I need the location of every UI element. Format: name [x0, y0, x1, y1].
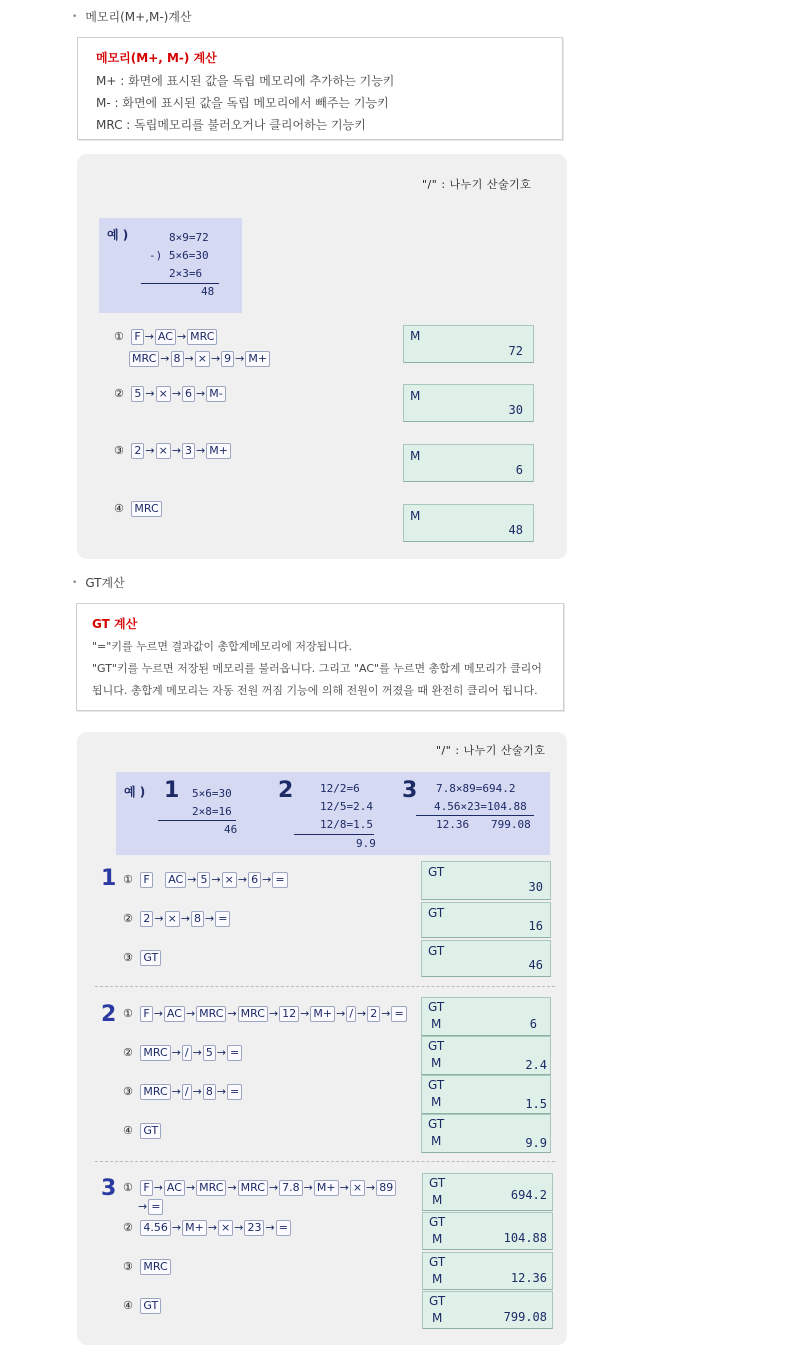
memory-display-2 — [403, 384, 534, 422]
gt-g3-step-1 — [123, 1180, 397, 1196]
info-line: M- : 화면에 표시된 값을 독립 메모리에서 빼주는 기능키 — [96, 96, 389, 110]
arrow-icon: → — [268, 1181, 279, 1194]
gt-g3-step-4 — [123, 1298, 162, 1314]
display-gt-label: GT — [428, 865, 445, 879]
gt-g2-step-2 — [123, 1045, 243, 1061]
display-value: 694.2 — [510, 1188, 547, 1202]
example-result: 12.36 — [436, 818, 470, 831]
step-number: ① — [123, 1007, 133, 1020]
key-multiply[interactable]: × — [156, 386, 171, 402]
key-12[interactable]: 12 — [279, 1006, 299, 1022]
arrow-icon: → — [138, 1200, 148, 1213]
example-result: 799.08 — [491, 818, 531, 831]
key-mrc[interactable]: MRC — [238, 1180, 268, 1196]
key-7-8[interactable]: 7.8 — [279, 1180, 303, 1196]
key-2[interactable]: 2 — [367, 1006, 380, 1022]
arrow-icon: → — [176, 330, 187, 343]
arrow-icon: → — [192, 1046, 202, 1059]
example-line: 4.56×23=104.88 — [434, 800, 527, 813]
display-m-label: M — [432, 1193, 443, 1207]
gt-m-display — [422, 1212, 553, 1250]
key-4-56[interactable]: 4.56 — [140, 1220, 171, 1236]
key-mrc[interactable]: MRC — [196, 1180, 226, 1196]
arrow-icon: → — [216, 1046, 227, 1059]
arrow-icon: → — [227, 1007, 237, 1020]
display-gt-label: GT — [429, 1215, 446, 1229]
group-number: 3 — [101, 1176, 117, 1201]
example-number: 3 — [402, 778, 418, 803]
arrow-icon: → — [300, 1007, 310, 1020]
gt-g3-step-1-line2 — [138, 1199, 164, 1215]
arrow-icon: → — [268, 1007, 279, 1020]
gt-g2-step-1 — [123, 1006, 408, 1022]
key-ac[interactable]: AC — [165, 872, 186, 888]
example-line: 12/8=1.5 — [320, 818, 373, 831]
arrow-icon: → — [192, 1085, 202, 1098]
display-value: 799.08 — [503, 1310, 547, 1324]
example-result: 48 — [201, 285, 215, 298]
key-mrc[interactable]: MRC — [131, 501, 161, 517]
key-5[interactable]: 5 — [131, 386, 144, 402]
example-label: 예 ) — [107, 228, 129, 242]
sum-line — [294, 834, 374, 835]
key-gt[interactable]: GT — [140, 1298, 161, 1314]
group-divider — [95, 986, 555, 987]
key-mrc[interactable]: MRC — [140, 1084, 170, 1100]
arrow-icon: → — [339, 1181, 349, 1194]
arrow-icon: → — [144, 330, 154, 343]
key-f[interactable]: F — [131, 329, 143, 345]
info-line: MRC : 독립메모리를 불러오거나 클리어하는 기능키 — [96, 118, 366, 132]
display-m-label: M — [431, 1134, 442, 1148]
display-value: 6 — [515, 463, 523, 477]
display-label: M — [410, 389, 421, 403]
arrow-icon: → — [205, 912, 215, 925]
arrow-icon: → — [216, 1085, 227, 1098]
display-value: 46 — [528, 958, 543, 972]
step-number: ④ — [123, 1299, 133, 1312]
display-gt-label: GT — [428, 1117, 445, 1131]
key-3[interactable]: 3 — [182, 443, 195, 459]
key-m-plus[interactable]: M+ — [206, 443, 231, 459]
division-note: "/" : 나누기 산술기호 — [422, 178, 532, 191]
arrow-icon: → — [185, 1007, 196, 1020]
arrow-icon: → — [187, 873, 197, 886]
display-gt-label: GT — [429, 1255, 446, 1269]
key-multiply[interactable]: × — [222, 872, 237, 888]
key-mrc[interactable]: MRC — [140, 1045, 170, 1061]
bullet-icon: • — [72, 578, 78, 588]
key-equals[interactable]: = — [272, 872, 287, 888]
arrow-icon: → — [171, 444, 182, 457]
group-number: 2 — [101, 1002, 117, 1027]
key-ac[interactable]: AC — [164, 1180, 185, 1196]
display-gt-label: GT — [429, 1294, 446, 1308]
gt-g1-step-2 — [123, 911, 231, 927]
info-title: 메모리(M+, M-) 계산 — [96, 51, 217, 65]
step-number: ③ — [123, 1085, 133, 1098]
display-value: 30 — [508, 403, 523, 417]
arrow-icon: → — [153, 1007, 163, 1020]
key-f[interactable]: F — [140, 1006, 152, 1022]
step-number: ② — [123, 1221, 133, 1234]
key-equals[interactable]: = — [227, 1084, 242, 1100]
key-mrc[interactable]: MRC — [238, 1006, 268, 1022]
display-value: 72 — [508, 344, 523, 358]
step-number: ① — [123, 873, 133, 886]
memory-display-4 — [403, 504, 534, 542]
key-9[interactable]: 9 — [221, 351, 234, 367]
key-m-minus[interactable]: M- — [206, 386, 225, 402]
memory-step-1 — [114, 329, 218, 345]
display-gt-label: GT — [428, 1039, 445, 1053]
arrow-icon: → — [171, 1085, 181, 1098]
key-2[interactable]: 2 — [140, 911, 153, 927]
info-line: "="키를 누르면 결과값이 총합계메모리에 저장됩니다. — [92, 640, 352, 653]
division-note: "/" : 나누기 산술기호 — [436, 744, 546, 757]
step-number: ④ — [114, 502, 124, 515]
arrow-icon: → — [153, 1181, 163, 1194]
info-line: "GT"키를 누르면 저장된 메모리를 불러옵니다. 그리고 "AC"를 누르면 총합계 메모리가 클리어 — [92, 662, 542, 675]
display-gt-label: GT — [428, 1078, 445, 1092]
step-number: ④ — [123, 1124, 133, 1137]
key-multiply[interactable]: × — [195, 351, 210, 367]
arrow-icon: → — [171, 1046, 181, 1059]
display-m-label: M — [431, 1095, 442, 1109]
arrow-icon: → — [154, 912, 164, 925]
gt-m-display — [422, 1291, 553, 1329]
key-6[interactable]: 6 — [182, 386, 195, 402]
bullet-icon: • — [72, 12, 78, 22]
key-m-plus[interactable]: M+ — [310, 1006, 335, 1022]
section-title-text: GT계산 — [85, 576, 125, 590]
key-8[interactable]: 8 — [191, 911, 204, 927]
display-label: M — [410, 509, 421, 523]
key-equals[interactable]: = — [227, 1045, 242, 1061]
section-title-text: 메모리(M+,M-)계산 — [85, 10, 192, 24]
arrow-icon: → — [160, 352, 170, 365]
gt-g2-step-4 — [123, 1123, 162, 1139]
gt-display — [421, 940, 551, 977]
step-number: ② — [114, 387, 124, 400]
key-f[interactable]: F — [140, 1180, 152, 1196]
key-5[interactable]: 5 — [197, 872, 210, 888]
display-value: 16 — [528, 919, 543, 933]
arrow-icon: → — [381, 1007, 391, 1020]
display-value: 9.9 — [525, 1136, 547, 1150]
arrow-icon: → — [262, 873, 272, 886]
key-ac[interactable]: AC — [164, 1006, 185, 1022]
arrow-icon: → — [234, 1221, 244, 1234]
arrow-icon: → — [180, 912, 191, 925]
gt-display — [421, 861, 551, 900]
arrow-icon: → — [210, 352, 221, 365]
sum-line — [158, 820, 236, 821]
example-line: 7.8×89=694.2 — [436, 782, 516, 795]
example-result: 46 — [224, 823, 238, 836]
arrow-icon: → — [196, 444, 206, 457]
arrow-icon: → — [303, 1181, 313, 1194]
example-line: 2×3=6 — [169, 267, 203, 280]
example-line: 5×6=30 — [192, 787, 232, 800]
gt-g3-step-3 — [123, 1259, 172, 1275]
gt-g1-step-3 — [123, 950, 162, 966]
key-divide[interactable]: / — [182, 1084, 192, 1100]
example-label: 예 ) — [124, 785, 146, 799]
example-line: 12/5=2.4 — [320, 800, 373, 813]
display-m-label: M — [432, 1272, 443, 1286]
example-result: 9.9 — [356, 837, 376, 850]
key-equals[interactable]: = — [215, 911, 230, 927]
step-number: ② — [123, 1046, 133, 1059]
key-multiply[interactable]: × — [218, 1220, 233, 1236]
gt-info-box — [76, 603, 564, 711]
arrow-icon: → — [357, 1007, 367, 1020]
arrow-icon: → — [265, 1221, 275, 1234]
arrow-icon: → — [235, 352, 245, 365]
arrow-icon: → — [207, 1221, 218, 1234]
key-multiply[interactable]: × — [165, 911, 180, 927]
display-value: 104.88 — [503, 1231, 547, 1245]
key-5[interactable]: 5 — [203, 1045, 216, 1061]
sum-line — [416, 815, 534, 816]
step-number: ① — [114, 330, 124, 343]
display-value: 6 — [529, 1017, 537, 1031]
step-number: ③ — [123, 951, 133, 964]
key-mrc[interactable]: MRC — [140, 1259, 170, 1275]
arrow-icon: → — [196, 387, 206, 400]
gt-m-display — [422, 1173, 553, 1211]
gt-m-display — [421, 997, 551, 1036]
gt-m-display — [422, 1252, 553, 1290]
gt-m-display — [421, 1114, 551, 1153]
memory-display-1 — [403, 325, 534, 363]
display-value: 30 — [528, 880, 543, 894]
example-number: 1 — [164, 778, 180, 803]
key-equals[interactable]: = — [391, 1006, 406, 1022]
gt-display — [421, 902, 551, 938]
gt-m-display — [421, 1036, 551, 1075]
display-gt-label: GT — [429, 1176, 446, 1190]
arrow-icon: → — [227, 1181, 237, 1194]
key-m-plus[interactable]: M+ — [182, 1220, 207, 1236]
gt-m-display — [421, 1075, 551, 1114]
example-number: 2 — [278, 778, 294, 803]
arrow-icon: → — [184, 352, 194, 365]
arrow-icon: → — [185, 1181, 196, 1194]
key-mrc[interactable]: MRC — [196, 1006, 226, 1022]
gt-g2-step-3 — [123, 1084, 243, 1100]
arrow-icon: → — [336, 1007, 346, 1020]
key-equals[interactable]: = — [276, 1220, 291, 1236]
display-label: M — [410, 329, 421, 343]
display-m-label: M — [432, 1232, 443, 1246]
step-number: ① — [123, 1181, 133, 1194]
display-value: 12.36 — [510, 1271, 547, 1285]
info-line: M+ : 화면에 표시된 값을 독립 메모리에 추가하는 기능키 — [96, 74, 395, 88]
memory-example-box — [99, 218, 242, 313]
example-line: -) 5×6=30 — [149, 249, 209, 262]
info-line: 됩니다. 총합계 메모리는 자동 전원 꺼짐 기능에 의해 전원이 꺼졌을 때 완전히 클리어 됩니다. — [92, 684, 538, 697]
arrow-icon: → — [366, 1181, 376, 1194]
key-m-plus[interactable]: M+ — [245, 351, 270, 367]
arrow-icon: → — [237, 873, 248, 886]
arrow-icon: → — [211, 873, 221, 886]
memory-step-2 — [114, 386, 227, 402]
key-ac[interactable]: AC — [155, 329, 176, 345]
gt-g3-step-2 — [123, 1220, 292, 1236]
key-equals[interactable]: = — [148, 1199, 163, 1215]
key-divide[interactable]: / — [182, 1045, 192, 1061]
key-23[interactable]: 23 — [244, 1220, 264, 1236]
gt-example-box — [116, 772, 550, 855]
key-gt[interactable]: GT — [140, 1123, 161, 1139]
memory-display-3 — [403, 444, 534, 482]
display-gt-label: GT — [428, 906, 445, 920]
key-m-plus[interactable]: M+ — [314, 1180, 339, 1196]
key-8[interactable]: 8 — [203, 1084, 216, 1100]
step-number: ② — [123, 912, 133, 925]
arrow-icon: → — [171, 1221, 182, 1234]
display-gt-label: GT — [428, 1000, 445, 1014]
example-line: 8×9=72 — [169, 231, 209, 244]
group-number: 1 — [101, 866, 117, 891]
sum-line — [141, 283, 219, 284]
memory-step-4 — [114, 501, 163, 517]
section-title-gt — [72, 574, 125, 591]
gt-g1-step-1 — [123, 872, 289, 888]
key-6[interactable]: 6 — [248, 872, 261, 888]
arrow-icon: → — [145, 387, 155, 400]
display-m-label: M — [431, 1056, 442, 1070]
display-m-label: M — [431, 1017, 442, 1031]
display-value: 2.4 — [525, 1058, 547, 1072]
display-gt-label: GT — [428, 944, 445, 958]
key-2[interactable]: 2 — [131, 443, 144, 459]
arrow-icon: → — [145, 444, 155, 457]
step-number: ③ — [114, 444, 124, 457]
display-value: 1.5 — [525, 1097, 547, 1111]
memory-step-1-line2 — [128, 351, 271, 367]
key-multiply[interactable]: × — [350, 1180, 365, 1196]
section-title-memory — [72, 8, 192, 25]
key-gt[interactable]: GT — [140, 950, 161, 966]
key-8[interactable]: 8 — [171, 351, 184, 367]
group-divider — [95, 1161, 555, 1162]
arrow-icon: → — [171, 387, 182, 400]
example-line: 12/2=6 — [320, 782, 360, 795]
display-value: 48 — [508, 523, 523, 537]
step-number: ③ — [123, 1260, 133, 1273]
example-line: 2×8=16 — [192, 805, 232, 818]
key-89[interactable]: 89 — [376, 1180, 396, 1196]
key-mrc[interactable]: MRC — [187, 329, 217, 345]
key-mrc[interactable]: MRC — [129, 351, 159, 367]
display-m-label: M — [432, 1311, 443, 1325]
key-divide[interactable]: / — [346, 1006, 356, 1022]
info-title: GT 계산 — [92, 617, 138, 631]
key-multiply[interactable]: × — [156, 443, 171, 459]
display-label: M — [410, 449, 421, 463]
memory-step-3 — [114, 443, 232, 459]
memory-info-box — [77, 37, 563, 140]
key-f[interactable]: F — [140, 872, 152, 888]
